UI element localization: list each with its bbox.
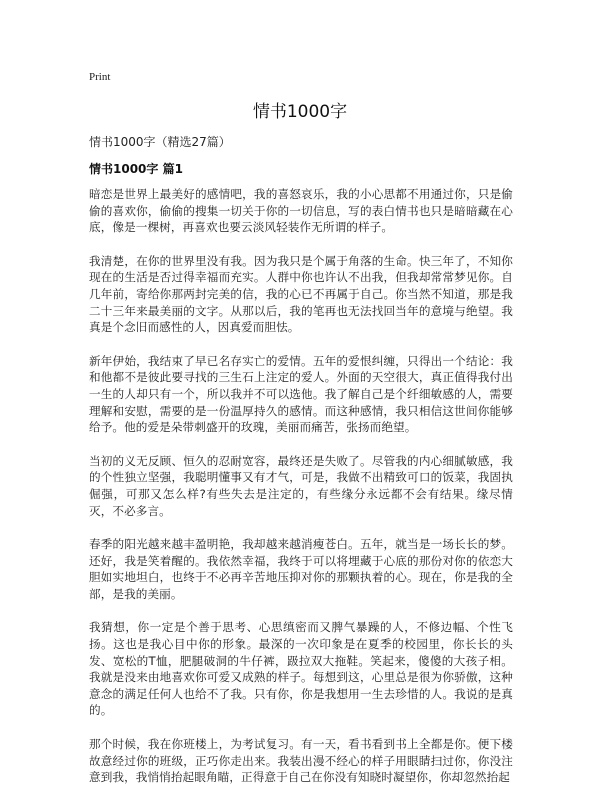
section-heading: 情书1000字 篇1 (89, 162, 183, 176)
paragraph: 我清楚，在你的世界里没有我。因为我只是个属于角落的生命。快三年了，不知你现在的生活是否过得幸福而充实。人群中你也许认不出我，但我却常常梦见你。自几年前，寄给你那两封完美的信，我的心已不再属于自己。你当然不知道，那是我二十三年来最美丽的文字。从那以后，我的笔再也无法找回当年的意境与绝望。我真是个念旧而感性的人，因真爱而胆怯。 (89, 253, 513, 335)
page-title: 情书1000字 (252, 102, 348, 122)
paragraph: 暗恋是世界上最美好的感情吧，我的喜怒哀乐，我的小心思都不用通过你，只是偷偷的喜欢你，偷偷的搜集一切关于你的一切信息，写的表白情书也只是暗暗藏在心底，像是一棵树，再喜欢也要云淡风轻装作无所谓的样子。 (89, 187, 513, 235)
paragraph: 春季的阳光越来越丰盈明艳，我却越来越消瘦苍白。五年，就当是一场长长的梦。还好，我是笑着醒的。我依然幸福，我终于可以将埋藏于心底的那份对你的依恋大胆如实地坦白，也终于不必再辛苦地压抑对你的那颗执着的心。现在，你是我的全部，是我的美丽。 (89, 537, 513, 601)
paragraph: 当初的义无反顾、恒久的忍耐宽容，最终还是失败了。尽管我的内心细腻敏感，我的个性独立坚强，我聪明懂事又有才气，可是，我做不出精致可口的饭菜，我固执倔强，可那又怎么样?有些失去是注定的，有些缘分永远都不会有结果。缘尽情灭，不必多言。 (89, 453, 513, 518)
document-subtitle: 情书1000字（精选27篇） (89, 135, 231, 149)
print-link[interactable]: Print (89, 71, 111, 83)
paragraph: 那个时候，我在你班楼上，为考试复习。有一天，看书看到书上全都是你。便下楼故意经过你的班级，正巧你走出来。我装出漫不经心的样子用眼睛扫过你，你没注意到我，我悄悄抬起眼角瞄，正得意于自己在你没有知晓时凝望你，你却忽然抬起 (89, 737, 513, 785)
paragraph: 我猜想，你一定是个善于思考、心思缜密而又脾气暴躁的人，不修边幅、个性飞扬。这也是我心目中你的形象。最深的一次印象是在夏季的校园里，你长长的头发、宽松的T恤，肥腿破洞的牛仔裤，趿拉双大拖鞋。笑起来，傻傻的大孩子相。我就是没来由地喜欢你可爱又成熟的样子。每想到这，心里总是很为你骄傲，这种意念的满足任何人也给不了我。只有你，你是我想用一生去珍惜的人。我说的是真的。 (89, 620, 513, 718)
paragraph: 新年伊始，我结束了早已名存实亡的爱情。五年的爱恨纠缠，只得出一个结论：我和他都不是彼此要寻找的三生石上注定的爱人。外面的天空很大，真正值得我付出一生的人却只有一个，所以我并不可以选他。我了解自己是个纤细敏感的人，需要理解和安慰，需要的是一份温厚持久的感情。而这种感情，我只相信这世间你能够给予。他的爱是朵带刺盛开的玫瑰，美丽而痛苦，张扬而绝望。 (89, 353, 513, 435)
article-body (89, 186, 513, 803)
